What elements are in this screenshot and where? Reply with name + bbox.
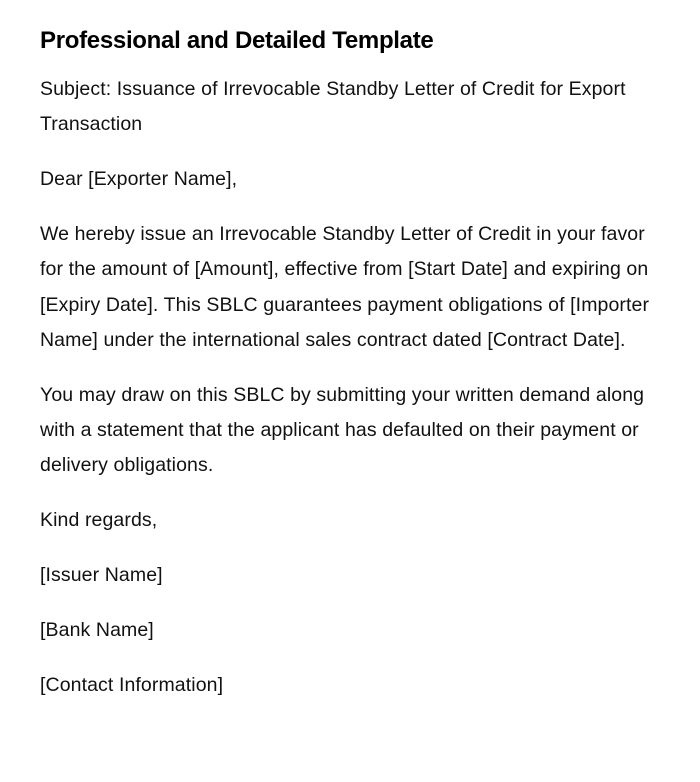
subject-line: Subject: Issuance of Irrevocable Standby Letter of Credit for Export Transaction (40, 78, 626, 136)
document-title: Professional and Detailed Template (40, 27, 434, 54)
contact-information: [Contact Information] (40, 674, 224, 697)
body-paragraph-issuance: We hereby issue an Irrevocable Standby Letter of Credit in your favor for the amount of [Amount], effective from [Start Date] and expiring on [Expiry Date]. This SBLC guarantees payment obligations of [Importer Name] under the international sales contract dated [Contract Date]. (40, 223, 650, 351)
body-paragraph-drawing: You may draw on this SBLC by submitting your written demand along with a statement that the applicant has defaulted on their payment or delivery obligations. (40, 383, 645, 477)
closing: Kind regards, (40, 509, 158, 532)
salutation: Dear [Exporter Name], (40, 168, 238, 191)
bank-name: [Bank Name] (40, 619, 154, 642)
issuer-name: [Issuer Name] (40, 564, 163, 587)
